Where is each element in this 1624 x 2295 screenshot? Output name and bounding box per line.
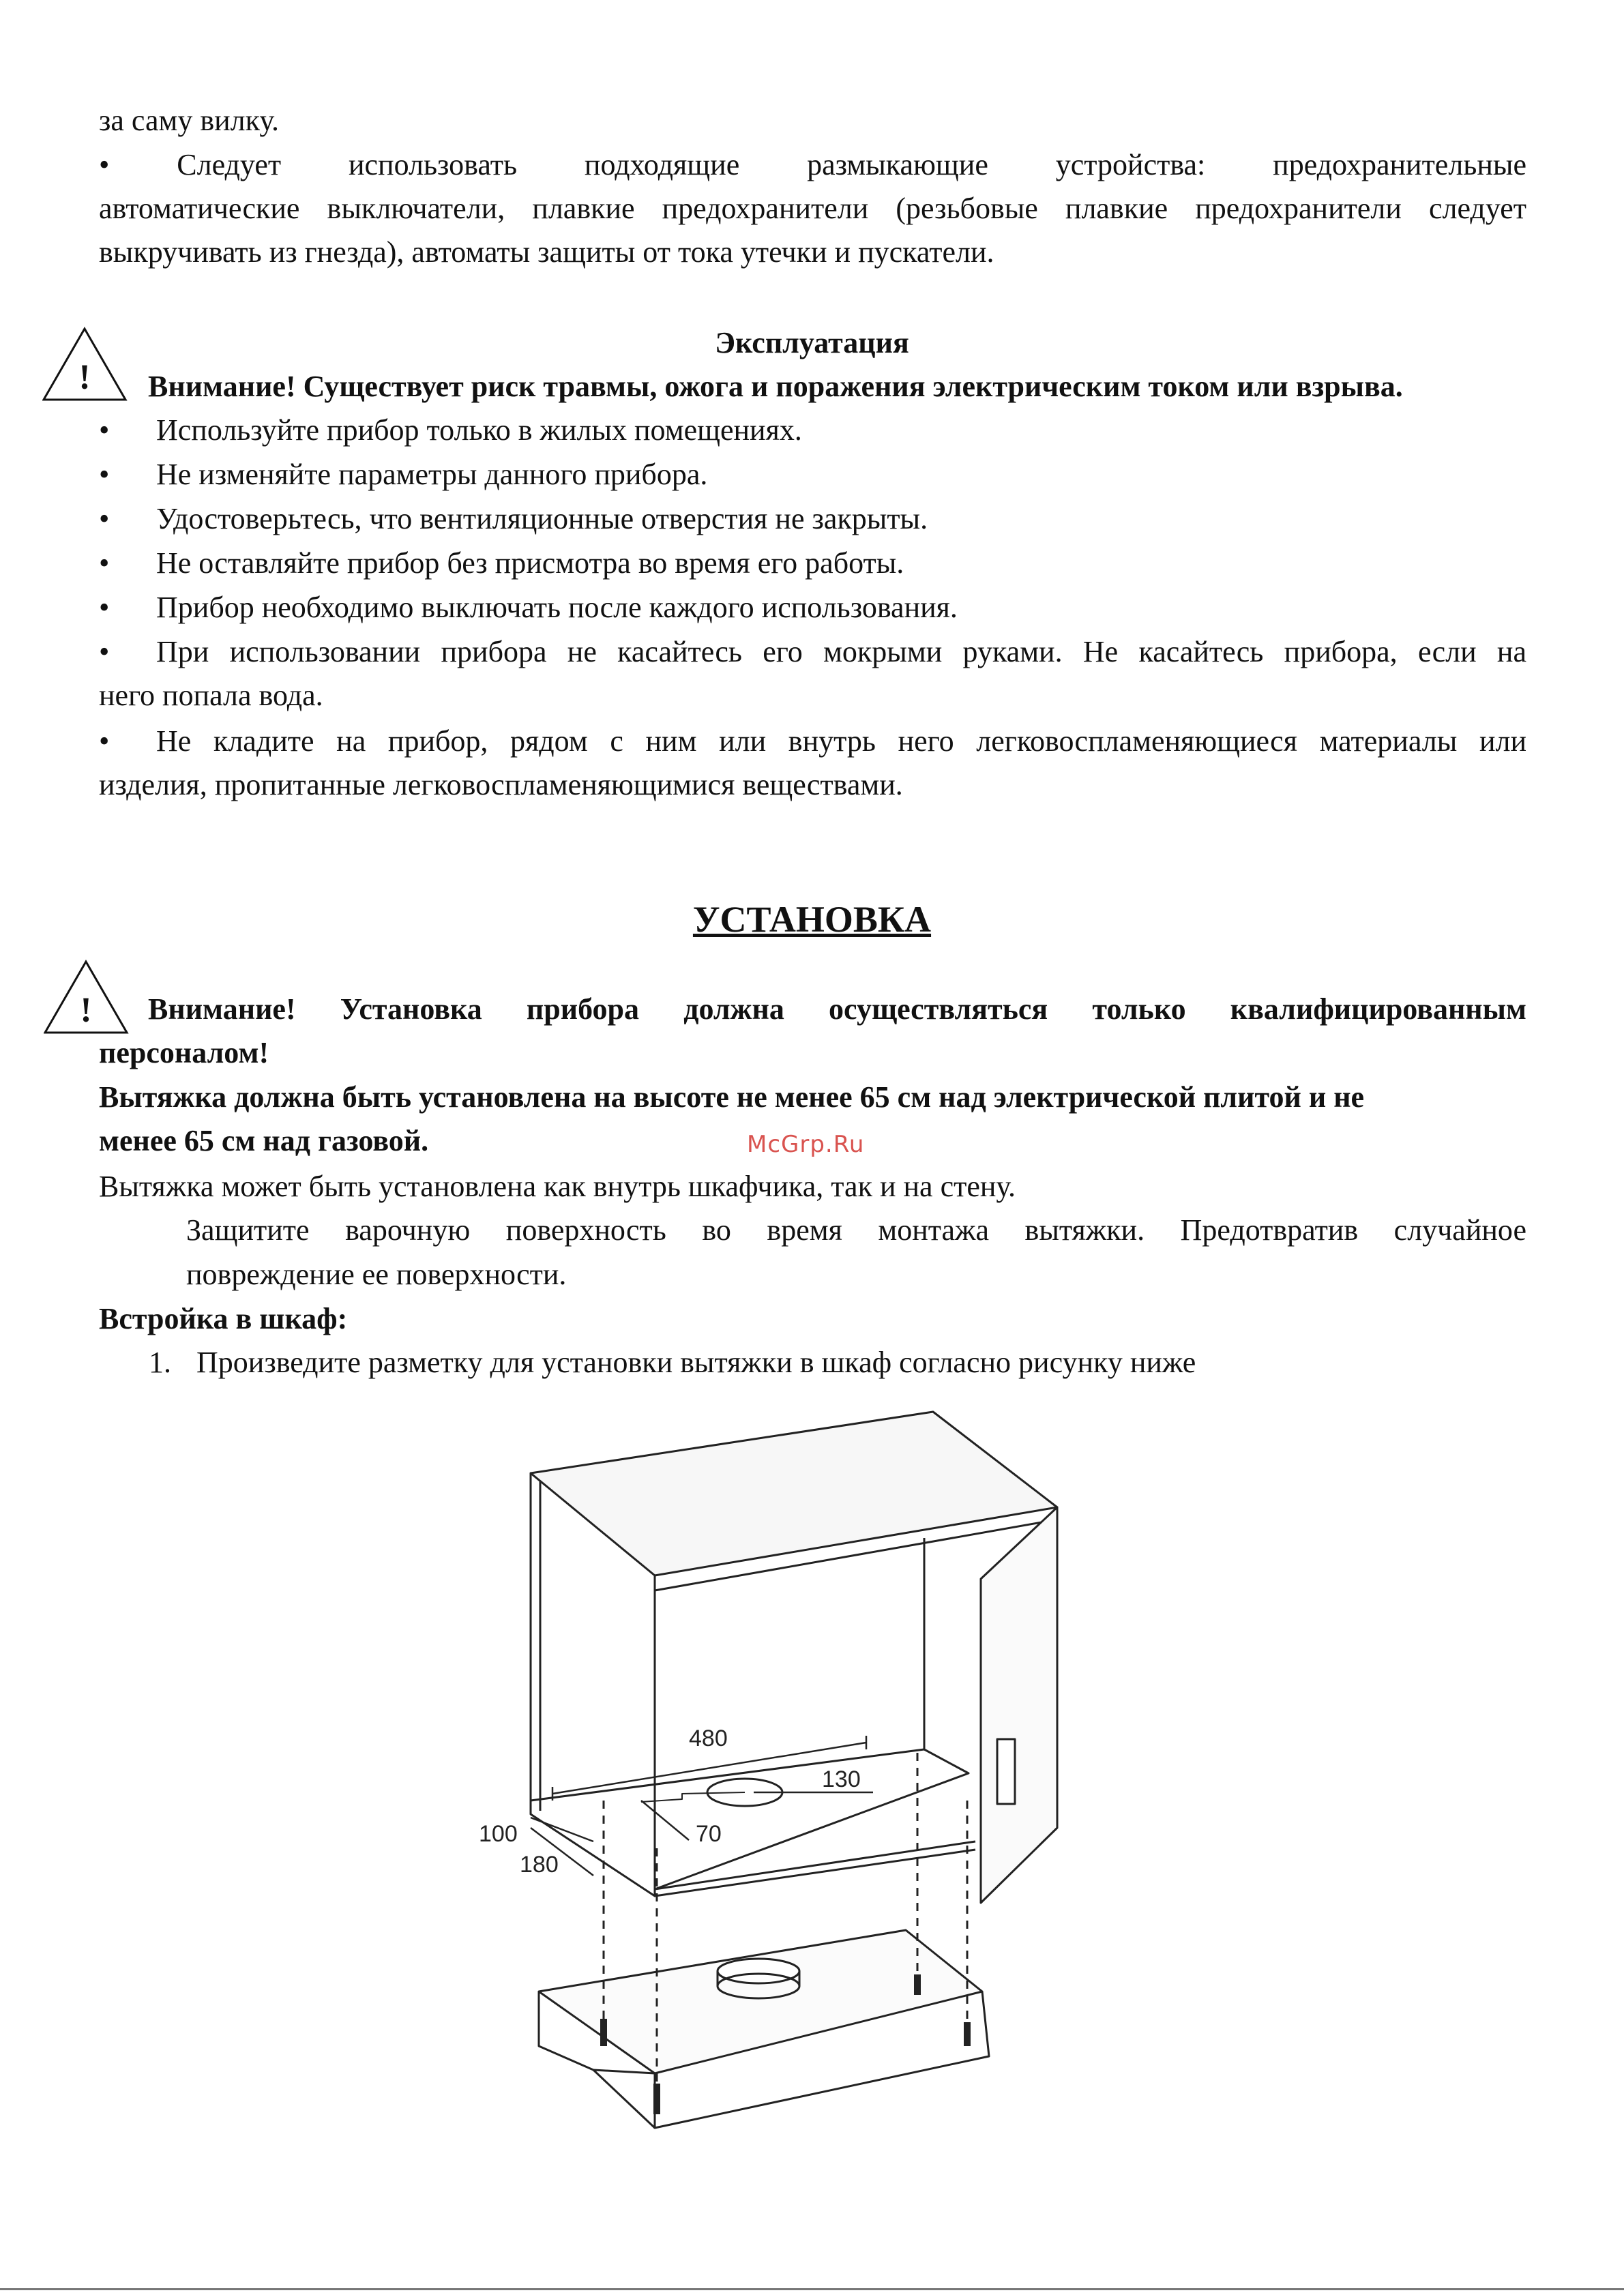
list-item: • Не оставляйте прибор без присмотра во время его работы. <box>99 542 1526 585</box>
list-item: • Не изменяйте параметры данного прибора. <box>99 453 1526 497</box>
warning-triangle-icon <box>44 959 153 1035</box>
list-item: • Не кладите на прибор, рядом с ним или внутрь него легковоспламеняющиеся материалы или <box>99 720 1526 763</box>
text-line: Вытяжка может быть установлена как внутрь шкафчика, так и на стену. <box>99 1170 1016 1203</box>
bullet: • <box>99 591 110 624</box>
cabinet-heading: Встройка в шкаф: <box>99 1302 348 1335</box>
dim-180: 180 <box>520 1852 559 1878</box>
height-requirement: Вытяжка должна быть установлена на высоте не менее 65 см над электрической плитой и не <box>99 1080 1365 1114</box>
dim-100: 100 <box>479 1821 518 1847</box>
text-line: автоматические выключатели, плавкие предохранители (резьбовые плавкие предохранители следует <box>99 192 1526 225</box>
install-warning-cont: персоналом! <box>99 1036 269 1069</box>
text-line: за саму вилку. <box>99 104 279 137</box>
installation-diagram <box>450 1391 1084 2162</box>
watermark: McGrp.Ru <box>747 1131 865 1158</box>
list-item: • Удостоверьтесь, что вентиляционные отверстия не закрыты. <box>99 497 1526 541</box>
height-requirement-cont: менее 65 см над газовой. <box>99 1124 429 1157</box>
cabinet-bottom <box>531 1749 969 1889</box>
bullet: • <box>99 546 110 580</box>
cabinet-door <box>981 1507 1057 1903</box>
door-handle <box>997 1739 1015 1804</box>
step-number: 1. <box>149 1346 171 1379</box>
hood-outlet <box>718 1959 799 1983</box>
list-item: • При использовании прибора не касайтесь его мокрыми руками. Не касайтесь прибора, если на <box>99 630 1526 674</box>
install-warning: Внимание! Установка прибора должна осуществляться только квалифицированным <box>148 992 1526 1026</box>
hood-top <box>539 1930 982 2073</box>
bullet: • <box>99 502 110 535</box>
text-line: изделия, пропитанные легковоспламеняющимися веществами. <box>99 768 903 801</box>
section-heading-install: УСТАНОВКА <box>692 899 932 940</box>
cabinet-top <box>531 1412 1057 1575</box>
warning-triangle-icon <box>42 326 151 402</box>
text-line: повреждение ее поверхности. <box>186 1258 567 1291</box>
text-line: него попала вода. <box>99 679 323 712</box>
bullet: • <box>99 458 110 491</box>
warning-mark: ! <box>80 991 92 1030</box>
dim-130: 130 <box>822 1766 861 1792</box>
dim-70: 70 <box>696 1821 722 1847</box>
operation-warning: Внимание! Существует риск травмы, ожога и поражения электрическим током или взрыва. <box>148 370 1403 403</box>
dim-480: 480 <box>689 1726 728 1751</box>
bullet: • <box>99 635 110 668</box>
page-bottom-border <box>0 2288 1624 2290</box>
text-line: Защитите варочную поверхность во время монтажа вытяжки. Предотвратив случайное <box>186 1213 1526 1247</box>
text-line: выкручивать из гнезда), автоматы защиты от тока утечки и пускатели. <box>99 235 994 269</box>
bullet: • <box>99 724 110 758</box>
text-line: • Следует использовать подходящие размыкающие устройства: предохранительные <box>99 148 1526 181</box>
section-heading-operation: Эксплуатация <box>715 326 909 359</box>
step-item: 1. Произведите разметку для установки вытяжки в шкаф согласно рисунку ниже <box>149 1341 1526 1385</box>
bullet: • <box>99 413 110 447</box>
warning-mark: ! <box>78 358 91 397</box>
list-item: • Используйте прибор только в жилых помещениях. <box>99 409 1526 452</box>
list-item: • Прибор необходимо выключать после каждого использования. <box>99 586 1526 630</box>
